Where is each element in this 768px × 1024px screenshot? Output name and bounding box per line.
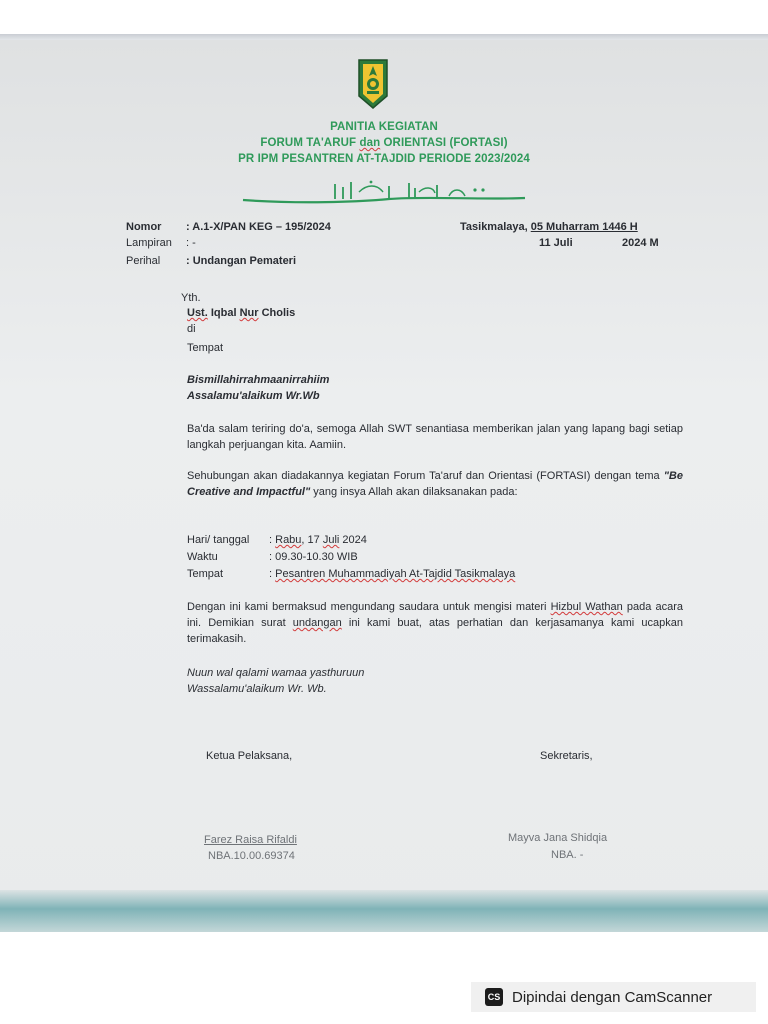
letter-date-day: 11 Juli (539, 237, 573, 249)
lampiran-label: Lampiran (126, 237, 172, 249)
camscanner-icon: CS (485, 988, 503, 1006)
recipient-yth: Yth. (181, 292, 201, 304)
camscanner-watermark (471, 982, 756, 1012)
paragraph-closing: Dengan ini kami bermaksud mengundang saudara untuk mengisi materi Hizbul Wathan pada acara ini. Demikian surat undangan ini kami buat, atas perhatian dan kerjasamanya kami ucapkan terimakasih. (187, 601, 684, 645)
nomor-value: : A.1-X/PAN KEG – 195/2024 (186, 221, 331, 233)
detail-day-value: : Rabu, 17 Juli 2024 (269, 534, 367, 546)
recipient-name: Ust. Iqbal Nur Cholis (187, 307, 296, 319)
letter-date-year: 2024 M (622, 237, 659, 249)
perihal-value: : Undangan Pemateri (186, 255, 297, 267)
closing-motto: Nuun wal qalami wamaa yasthuruun (187, 667, 365, 679)
signature-right-title: Sekretaris, (540, 750, 593, 762)
recipient-di: di (187, 323, 196, 335)
signature-right-name: Mayva Jana Shidqia (508, 832, 608, 844)
signature-right-nba: NBA. - (551, 849, 584, 861)
letterhead-footer-band (0, 890, 768, 932)
scanned-letter (0, 40, 768, 932)
recipient-place: Tempat (187, 342, 224, 354)
detail-place-value: : Pesantren Muhammadiyah At-Tajdid Tasikmalaya (269, 568, 516, 580)
nomor-label: Nomor (126, 221, 162, 233)
header-event: FORUM TA'ARUF dan ORIENTASI (FORTASI) (260, 137, 508, 149)
closing-salam: Wassalamu'alaikum Wr. Wb. (187, 683, 327, 695)
detail-time-label: Waktu (187, 551, 218, 563)
bismillah-calligraphy (0, 178, 768, 213)
perihal-label: Perihal (126, 255, 161, 267)
signature-left-title: Ketua Pelaksana, (206, 750, 293, 762)
opening-bismillah: Bismillahirrahmaanirrahiim (187, 374, 330, 386)
paragraph-announcement: Sehubungan akan diadakannya kegiatan Forum Ta'aruf dan Orientasi (FORTASI) dengan tema "Be Creative and Impactful" yang insya Allah akan dilaksanakan pada: (187, 470, 683, 498)
opening-salam: Assalamu'alaikum Wr.Wb (187, 390, 320, 402)
paragraph-greeting: Ba'da salam teriring do'a, semoga Allah SWT senantiasa memberikan jalan yang lapang bagi setiap langkah perjuangan kita. Aamiin. (187, 423, 683, 451)
header-organization: PR IPM PESANTREN AT-TAJDID PERIODE 2023/2024 (238, 153, 530, 165)
calligraphy-mark (239, 178, 529, 208)
signature-left-nba: NBA.10.00.69374 (208, 850, 295, 862)
lampiran-value: : - (186, 237, 196, 249)
detail-time-value: : 09.30-10.30 WIB (269, 551, 358, 563)
header-committee: PANITIA KEGIATAN (330, 121, 438, 133)
letter-date-hijri: Tasikmalaya, 05 Muharram 1446 H (460, 221, 638, 233)
detail-day-label: Hari/ tanggal (187, 534, 250, 546)
camscanner-label: Dipindai dengan CamScanner (512, 988, 713, 1006)
organization-logo (357, 58, 389, 110)
signature-left-name: Farez Raisa Rifaldi (204, 834, 297, 846)
detail-place-label: Tempat (187, 568, 224, 580)
